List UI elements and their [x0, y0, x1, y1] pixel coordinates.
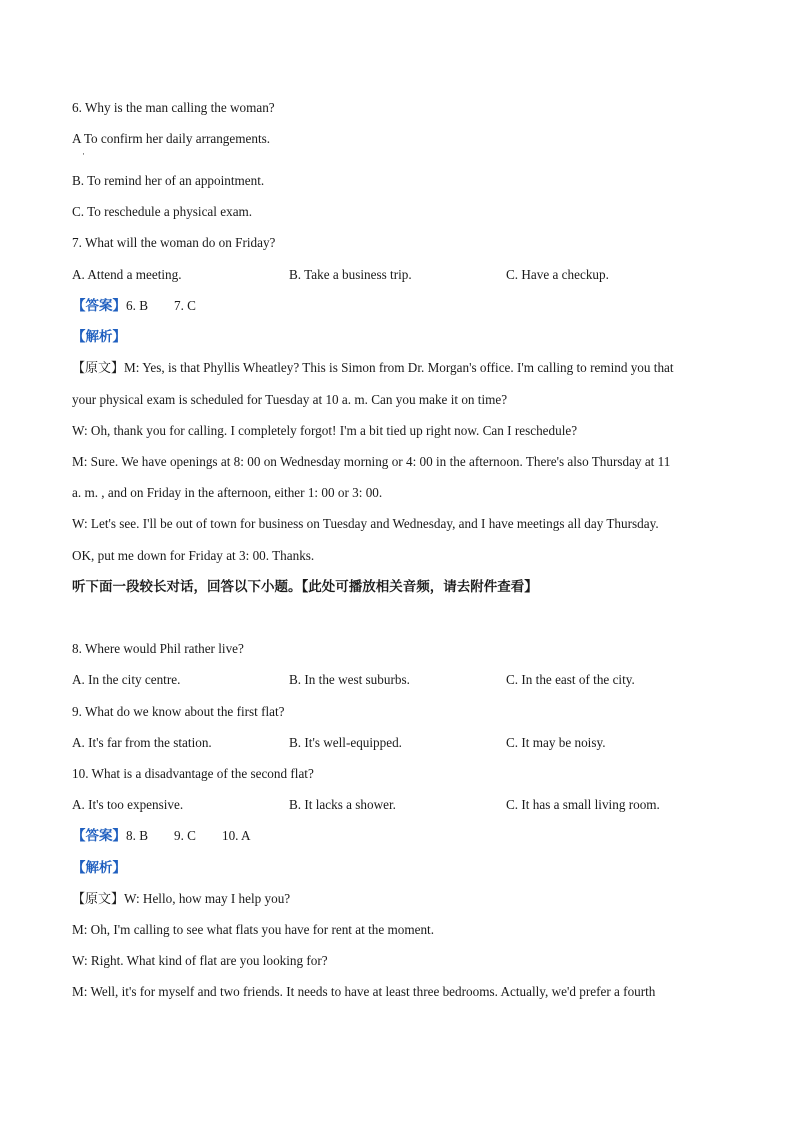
q9-option-c: C. It may be noisy.	[506, 735, 606, 750]
transcript-text: W: Hello, how may I help you?	[124, 891, 291, 906]
q8-option-c: C. In the east of the city.	[506, 672, 635, 687]
transcript-1-line-0	[72, 360, 674, 377]
q8-option-a: A. In the city centre.	[72, 672, 181, 687]
q7-option-a: A. Attend a meeting.	[72, 267, 182, 282]
transcript-2-line-2: W: Right. What kind of flat are you looking for?	[72, 953, 328, 968]
stray-dot: ·	[82, 149, 85, 159]
transcript-tag: 【原文】	[72, 892, 125, 907]
q10-option-c: C. It has a small living room.	[506, 797, 660, 812]
answer-line-1	[72, 298, 196, 314]
q9-option-a: A. It's far from the station.	[72, 735, 212, 750]
q8-question: 8. Where would Phil rather live?	[72, 641, 244, 656]
answer-7: 7. C	[173, 298, 196, 313]
answer-line-2	[72, 828, 251, 844]
transcript-2-line-3: M: Well, it's for myself and two friends. It needs to have at least three bedrooms. Actually, we'd prefer a fourth	[72, 984, 656, 999]
q7-option-c: C. Have a checkup.	[506, 267, 609, 282]
q10-option-b: B. It lacks a shower.	[289, 797, 396, 812]
q9-option-b: B. It's well-equipped.	[289, 735, 402, 750]
analysis-tag: 【解析】	[72, 860, 126, 876]
answer-tag: 【答案】	[72, 828, 126, 844]
transcript-1-line-4: a. m. , and on Friday in the afternoon, either 1: 00 or 3: 00.	[72, 485, 383, 500]
answer-8: 8. B	[126, 828, 148, 843]
q7-option-b: B. Take a business trip.	[289, 267, 412, 282]
analysis-tag: 【解析】	[72, 329, 126, 345]
transcript-1-line-6: OK, put me down for Friday at 3: 00. Thanks.	[72, 548, 315, 563]
transcript-1-line-5: W: Let's see. I'll be out of town for business on Tuesday and Wednesday, and I have meetings all day Thursday.	[72, 516, 659, 531]
q6-option-c: C. To reschedule a physical exam.	[72, 204, 253, 219]
analysis-line-1	[72, 329, 126, 345]
q9-question: 9. What do we know about the first flat?	[72, 704, 285, 719]
q8-option-b: B. In the west suburbs.	[289, 672, 410, 687]
q7-question: 7. What will the woman do on Friday?	[72, 235, 276, 250]
answer-tag: 【答案】	[72, 298, 126, 314]
transcript-1-line-2: W: Oh, thank you for calling. I completely forgot! I'm a bit tied up right now. Can I reschedule?	[72, 423, 578, 438]
transcript-tag: 【原文】	[72, 361, 125, 376]
q6-option-a: A To confirm her daily arrangements.	[72, 131, 271, 146]
q6-question: 6. Why is the man calling the woman?	[72, 100, 275, 115]
transcript-text: M: Yes, is that Phyllis Wheatley? This is Simon from Dr. Morgan's office. I'm calling to remind you that	[124, 360, 674, 375]
answer-6: 6. B	[126, 298, 148, 313]
transcript-2-line-0	[72, 891, 290, 908]
answer-10: 10. A	[221, 828, 251, 843]
q10-question: 10. What is a disadvantage of the second flat?	[72, 766, 314, 781]
analysis-line-2	[72, 860, 126, 876]
transcript-2-line-1: M: Oh, I'm calling to see what flats you have for rent at the moment.	[72, 922, 435, 937]
listening-instruction: 听下面一段较长对话，回答以下小题。【此处可播放相关音频，请去附件查看】	[72, 579, 538, 595]
q6-option-b: B. To remind her of an appointment.	[72, 173, 265, 188]
answer-9: 9. C	[173, 828, 196, 843]
transcript-1-line-3: M: Sure. We have openings at 8: 00 on Wednesday morning or 4: 00 in the afternoon. There's also Thursday at 11	[72, 454, 671, 469]
q10-option-a: A. It's too expensive.	[72, 797, 184, 812]
transcript-1-line-1: your physical exam is scheduled for Tuesday at 10 a. m. Can you make it on time?	[72, 392, 508, 407]
